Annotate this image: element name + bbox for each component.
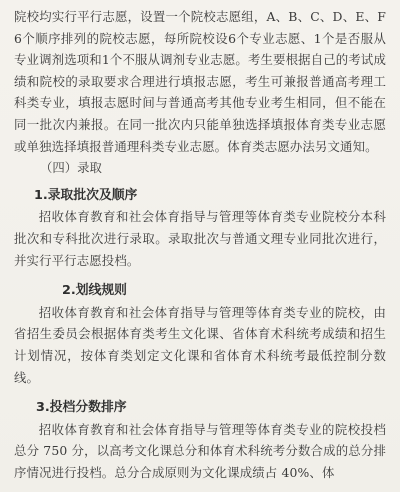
section-label-admission: （四）录取 — [40, 160, 102, 176]
section-body-admission-batch: 招收体育教育和社会体育指导与管理等体育类专业院校分本科批次和专科批次进行录取。录取批次与普通文理专业同批次进行，并实行平行志愿投档。 — [14, 209, 386, 268]
section-body-cutoff-rules: 招收体育教育和社会体育指导与管理等体育类专业的院校，由省招生委员会根据体育类考生文化课、省体育术科统考成绩和招生计划情况，按体育类划定文化课和省体育术科统考最低控制分数线。 — [14, 304, 386, 385]
section-heading-cutoff-rules: 2.划线规则 — [62, 283, 127, 299]
intro-paragraph: 院校均实行平行志愿，设置一个院校志愿组，A、B、C、D、E、F 6个顺序排列的院校志愿，每所院校设6个专业志愿、1个是否服从专业调剂选项和1个不服从调剂专业志愿。考生要根据自己的考试成绩和院校的录取要求合理进行填报志愿，考生可兼报普通高考理工科类专业，填报志愿时间与普通高考其他专业考生相同，但不能在同一批次内兼报。在同一批次内只能单独选择填报体育类专业志愿或单独选择填报普通理科类专业志愿。体育类志愿办法另文通知。 — [14, 9, 386, 154]
section-body-score-ranking: 招收体育教育和社会体育指导与管理等体育类专业的院校投档总分 750 分，以高考文化课总分和体育术科统考分数合成的总分排序情况进行投档。总分合成原则为文化课成绩占 40%、体 — [14, 421, 386, 480]
section-heading-score-ranking: 3.投档分数排序 — [36, 400, 127, 416]
section-heading-admission-batch: 1.录取批次及顺序 — [34, 187, 138, 203]
